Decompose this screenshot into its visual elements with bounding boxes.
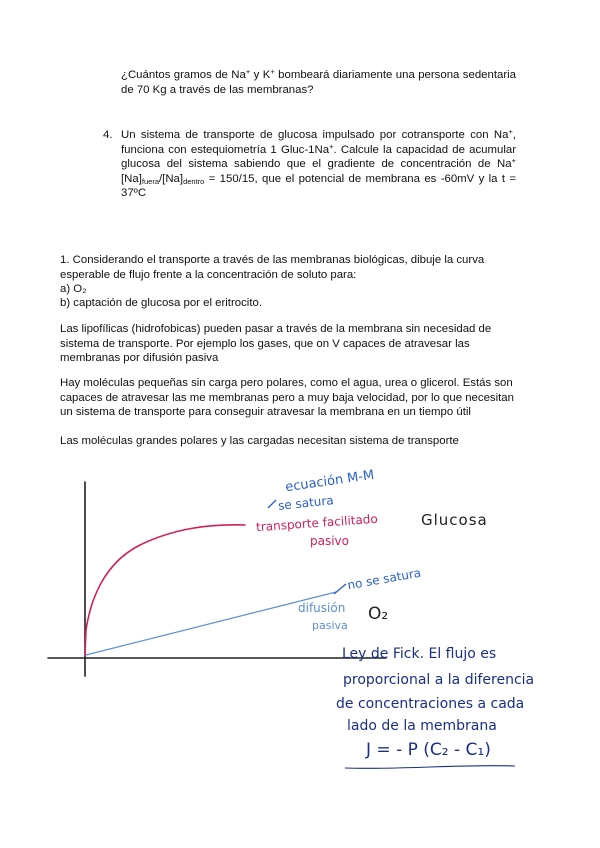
annotation-fick-line2: proporcional a la diferencia	[343, 672, 535, 688]
annotation-fick-formula: J = - P (C₂ - C₁)	[366, 740, 491, 760]
q3-text-part: ¿Cuántos gramos de Na	[121, 69, 246, 81]
q4-superscript: +	[329, 141, 334, 151]
q4-text-part: [Na]	[121, 172, 142, 185]
annotation-no-se-satura: no se satura	[346, 565, 423, 593]
annotation-transporte-facilitado: transporte facilitado	[255, 511, 379, 535]
q3-text-part: y K	[250, 69, 271, 81]
annotation-fick-line4: lado de la membrana	[347, 718, 497, 734]
annotation-pasiva: pasiva	[312, 619, 348, 632]
arrow-se-satura	[268, 500, 276, 508]
arrow-no-se-satura	[334, 584, 346, 594]
annotation-glucosa: Glucosa	[421, 511, 488, 529]
q3-superscript: +	[245, 67, 251, 76]
q4-superscript: +	[508, 127, 513, 136]
paragraph-moleculas-pequenas: Hay moléculas pequeñas sin carga pero polares, como el agua, urea o glicerol. Estás son capaces de atravesar las me membranas pero a muy baja velocidad, por lo que necesitan un sistema de transporte para conseguir atravesar la membrana en un tiempo útil	[60, 377, 514, 419]
annotation-se-satura: se satura	[277, 493, 335, 513]
q4-subscript: fuera	[141, 176, 159, 186]
q3-superscript: +	[270, 67, 275, 76]
question4-number: 4.	[103, 129, 113, 141]
section1-intro: 1. Considerando el transporte a través de las membranas biológicas, dibuje la curva esperable de flujo frente a la concentración de soluto para:	[60, 254, 485, 281]
annotation-ecuacion-mm: ecuación M-M	[284, 467, 376, 496]
q4-subscript: dentro	[183, 176, 205, 186]
section1-item-b: b) captación de glucosa por el eritrocito.	[60, 297, 262, 309]
annotation-fick-line1: Ley de Fick. El flujo es	[342, 646, 497, 662]
q4-text-part: /[Na]	[159, 172, 184, 185]
paragraph-lipofilicas: Las lipofílicas (hidrofobicas) pueden pasar a través de la membrana sin necesidad de sistema de transporte. Por ejemplo los gases, que on V capaces de atravesar las membranas por difusión pasiva	[60, 323, 492, 365]
annotation-difusion: difusión	[298, 601, 346, 615]
annotation-fick-line3: de concentraciones a cada	[336, 696, 525, 712]
section1-item-a: a) O₂	[60, 283, 87, 295]
q4-superscript: +	[511, 156, 516, 166]
q4-text-part: , funciona con estequiometría 1 Gluc-1Na	[121, 129, 516, 156]
annotation-pasivo: pasivo	[310, 534, 349, 548]
annotation-o2: O₂	[368, 604, 389, 624]
q3-text-part: bombeará diariamente una persona sedentaria de 70 Kg a través de las membranas?	[121, 69, 516, 96]
q4-text-part: Un sistema de transporte de glucosa impulsado por cotransporte con Na	[121, 129, 509, 141]
q4-text-part: = 150/15, que el potencial de membrana es -60mV y la t = 37ºC	[121, 172, 516, 200]
paragraph-moleculas-grandes: Las moléculas grandes polares y las cargadas necesitan sistema de transporte	[60, 435, 459, 447]
formula-underline	[345, 766, 515, 769]
q4-text-part: . Calcule la capacidad de acumular glucosa del sistema sabiendo que el gradiente de concentración de Na	[121, 143, 516, 171]
